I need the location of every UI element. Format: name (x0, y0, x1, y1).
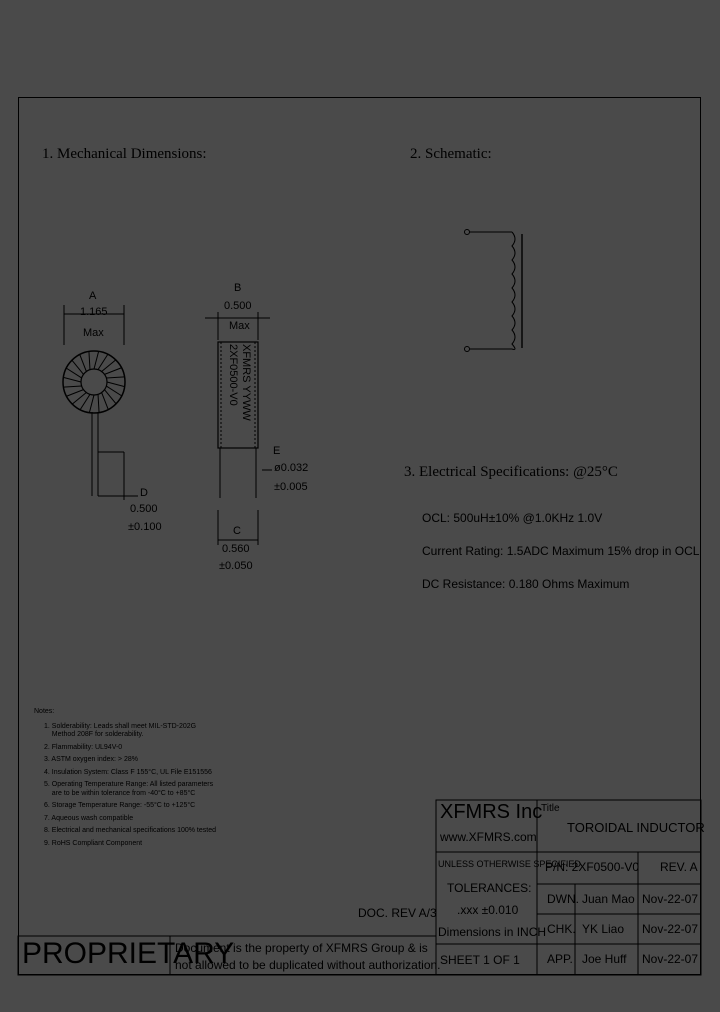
proprietary-line-2: not allowed to be duplicated without authorization. (175, 958, 441, 972)
schematic-header: 2. Schematic: (410, 146, 492, 162)
dim-e-letter: E (273, 445, 281, 457)
dim-d-value: 0.500 (130, 503, 158, 515)
toroid-front-view (63, 351, 125, 413)
notes-title: Notes: (34, 708, 55, 715)
dim-e-tol: ±0.005 (274, 481, 308, 493)
note-item: 9. RoHS Compliant Component (44, 839, 143, 847)
dim-c-tol: ±0.050 (219, 560, 253, 572)
note-item: 2. Flammability: UL94V-0 (44, 743, 123, 751)
note-item: 6. Storage Temperature Range: -55°C to +125°C (44, 802, 196, 809)
dim-c-letter: C (233, 525, 241, 537)
doc-rev: DOC. REV A/3 (358, 906, 437, 920)
note-item: 1. Solderability: Leads shall meet MIL-STD-202G (44, 722, 197, 730)
chk-label: CHK. (547, 922, 576, 936)
dim-d-tol: ±0.100 (128, 521, 162, 533)
dwn-name: Juan Mao (582, 892, 635, 906)
spec-dc-resistance: DC Resistance: 0.180 Ohms Maximum (422, 577, 630, 591)
dim-a-max: Max (83, 327, 104, 339)
app-date: Nov-22-07 (642, 952, 699, 966)
dim-b-value: 0.500 (224, 300, 252, 312)
dim-a-value: 1.165 (80, 306, 108, 318)
revision: REV. A (660, 860, 698, 874)
note-item: are to be within tolerance from -40°C to +85°C (44, 789, 196, 797)
dim-c-value: 0.560 (222, 543, 250, 555)
chk-name: YK Liao (582, 922, 625, 936)
part-number: P/N: 2XF0500-V0 (545, 860, 640, 874)
dim-e-value: ø0.032 (274, 462, 309, 474)
component-marking (226, 344, 254, 448)
marking-line-1: XFMRS YYWW (240, 344, 252, 421)
note-item: 5. Operating Temperature Range: All listed parameters (44, 781, 214, 788)
dimensions-unit: Dimensions in INCH (438, 925, 547, 939)
note-item: 8. Electrical and mechanical specifications 100% tested (44, 827, 216, 834)
note-item: 7. Aqueous wash compatible (44, 814, 134, 822)
title-value: TOROIDAL INDUCTOR (567, 820, 705, 835)
proprietary-line-1: Document is the property of XFMRS Group & is (175, 941, 428, 955)
proprietary-word: PROPRIETARY (22, 937, 235, 970)
dim-b-max: Max (229, 320, 250, 332)
note-item: Method 208F for solderability. (44, 731, 144, 738)
company-website: www.XFMRS.com (440, 830, 537, 844)
note-item: 3. ASTM oxygen index: > 28% (44, 756, 138, 763)
dim-d-letter: D (140, 487, 148, 499)
dwn-date: Nov-22-07 (642, 892, 699, 906)
tolerance-header: UNLESS OTHERWISE SPECIFIED (438, 859, 581, 869)
schematic-drawing (465, 230, 523, 352)
note-item: 4. Insulation System: Class F 155°C, UL File E151556 (44, 768, 212, 776)
electrical-header: 3. Electrical Specifications: @25°C (404, 464, 618, 480)
tolerances-label: TOLERANCES: (447, 881, 532, 895)
mechanical-header: 1. Mechanical Dimensions: (42, 146, 207, 162)
tolerance-value: .xxx ±0.010 (457, 903, 519, 917)
spec-current-rating: Current Rating: 1.5ADC Maximum 15% drop in OCL (422, 544, 700, 558)
dwn-label: DWN. (547, 892, 579, 906)
app-label: APP. (547, 952, 573, 966)
dim-a-letter: A (89, 290, 97, 302)
company-name: XFMRS Inc (440, 801, 543, 823)
dim-b-letter: B (234, 282, 242, 294)
notes-block (34, 708, 216, 848)
marking-line-2: 2XF0500-V0 (227, 344, 239, 406)
title-label: Title (541, 803, 560, 814)
spec-ocl: OCL: 500uH±10% @1.0KHz 1.0V (422, 511, 603, 525)
chk-date: Nov-22-07 (642, 922, 699, 936)
app-name: Joe Huff (582, 952, 627, 966)
sheet-number: SHEET 1 OF 1 (440, 953, 520, 967)
